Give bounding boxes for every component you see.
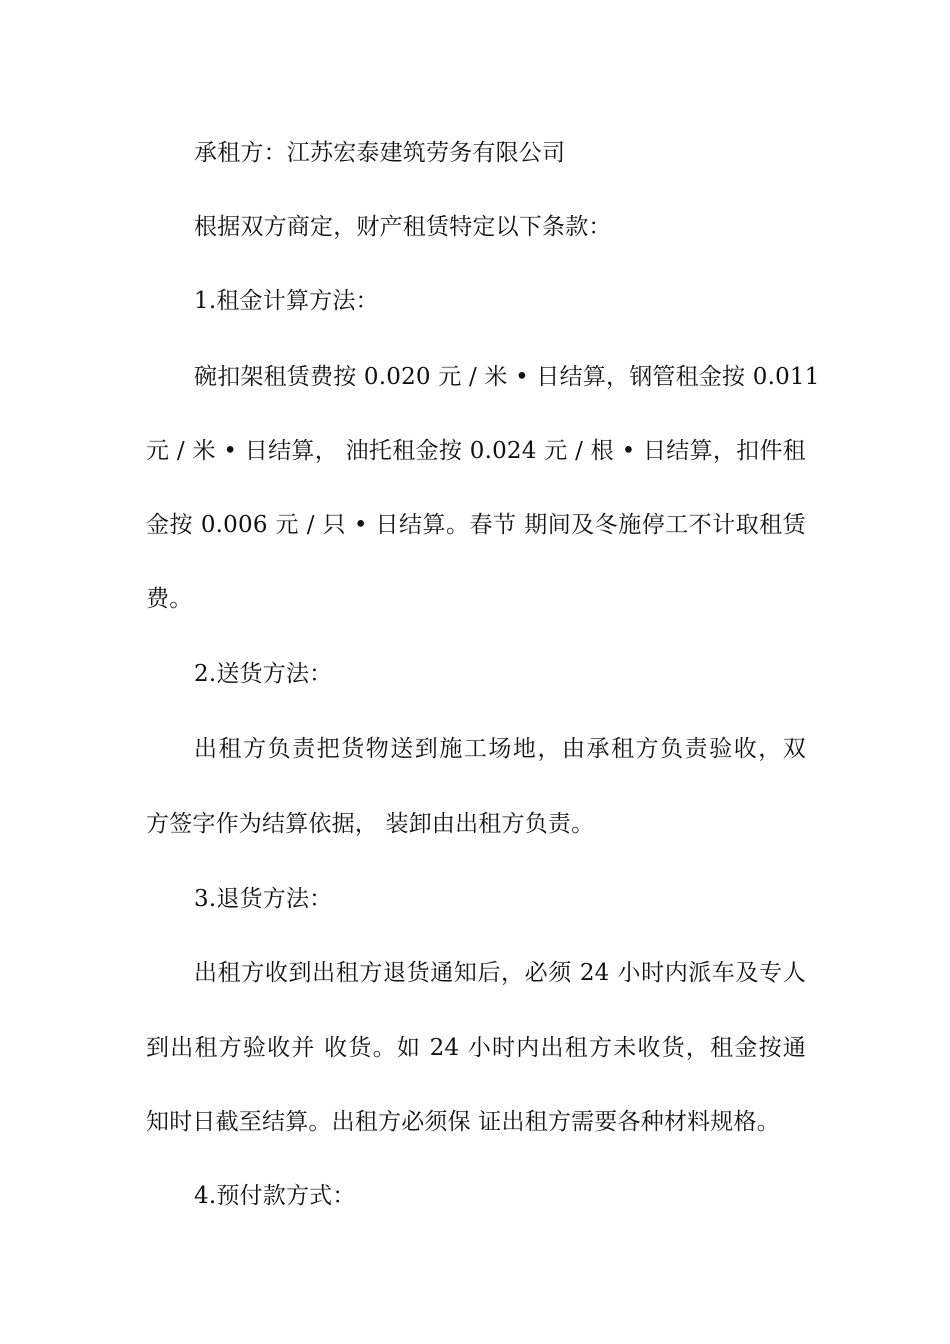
section-2-line-1: 出租方负责把货物送到施工场地，由承租方负责验收，双	[194, 736, 806, 762]
section-1-line-2: 元 / 米 • 日结算， 油托租金按 0.024 元 / 根 • 日结算，扣件租	[146, 438, 806, 464]
intro-paragraph: 根据双方商定，财产租赁特定以下条款：	[194, 214, 612, 240]
lessee-line: 承租方：江苏宏泰建筑劳务有限公司	[194, 140, 566, 166]
section-3-line-2: 到出租方验收并 收货。如 24 小时内出租方未收货，租金按通	[146, 1035, 806, 1061]
section-2-line-2: 方签字作为结算依据， 装卸由出租方负责。	[146, 811, 595, 837]
section-1-line-1: 碗扣架租赁费按 0.020 元 / 米 • 日结算，钢管租金按 0.011	[194, 364, 820, 390]
section-3-heading: 3.退货方法：	[194, 886, 333, 912]
section-3-line-1: 出租方收到出租方退货通知后，必须 24 小时内派车及专人	[194, 960, 806, 986]
section-4-heading: 4.预付款方式：	[194, 1183, 356, 1209]
section-1-heading: 1.租金计算方法：	[194, 288, 379, 314]
section-1-line-3: 金按 0.006 元 / 只 • 日结算。春节 期间及冬施停工不计取租赁	[146, 512, 806, 538]
section-1-line-4: 费。	[146, 586, 193, 612]
section-3-line-3: 知时日截至结算。出租方必须保 证出租方需要各种材料规格。	[146, 1109, 780, 1135]
section-2-heading: 2.送货方法：	[194, 661, 333, 687]
